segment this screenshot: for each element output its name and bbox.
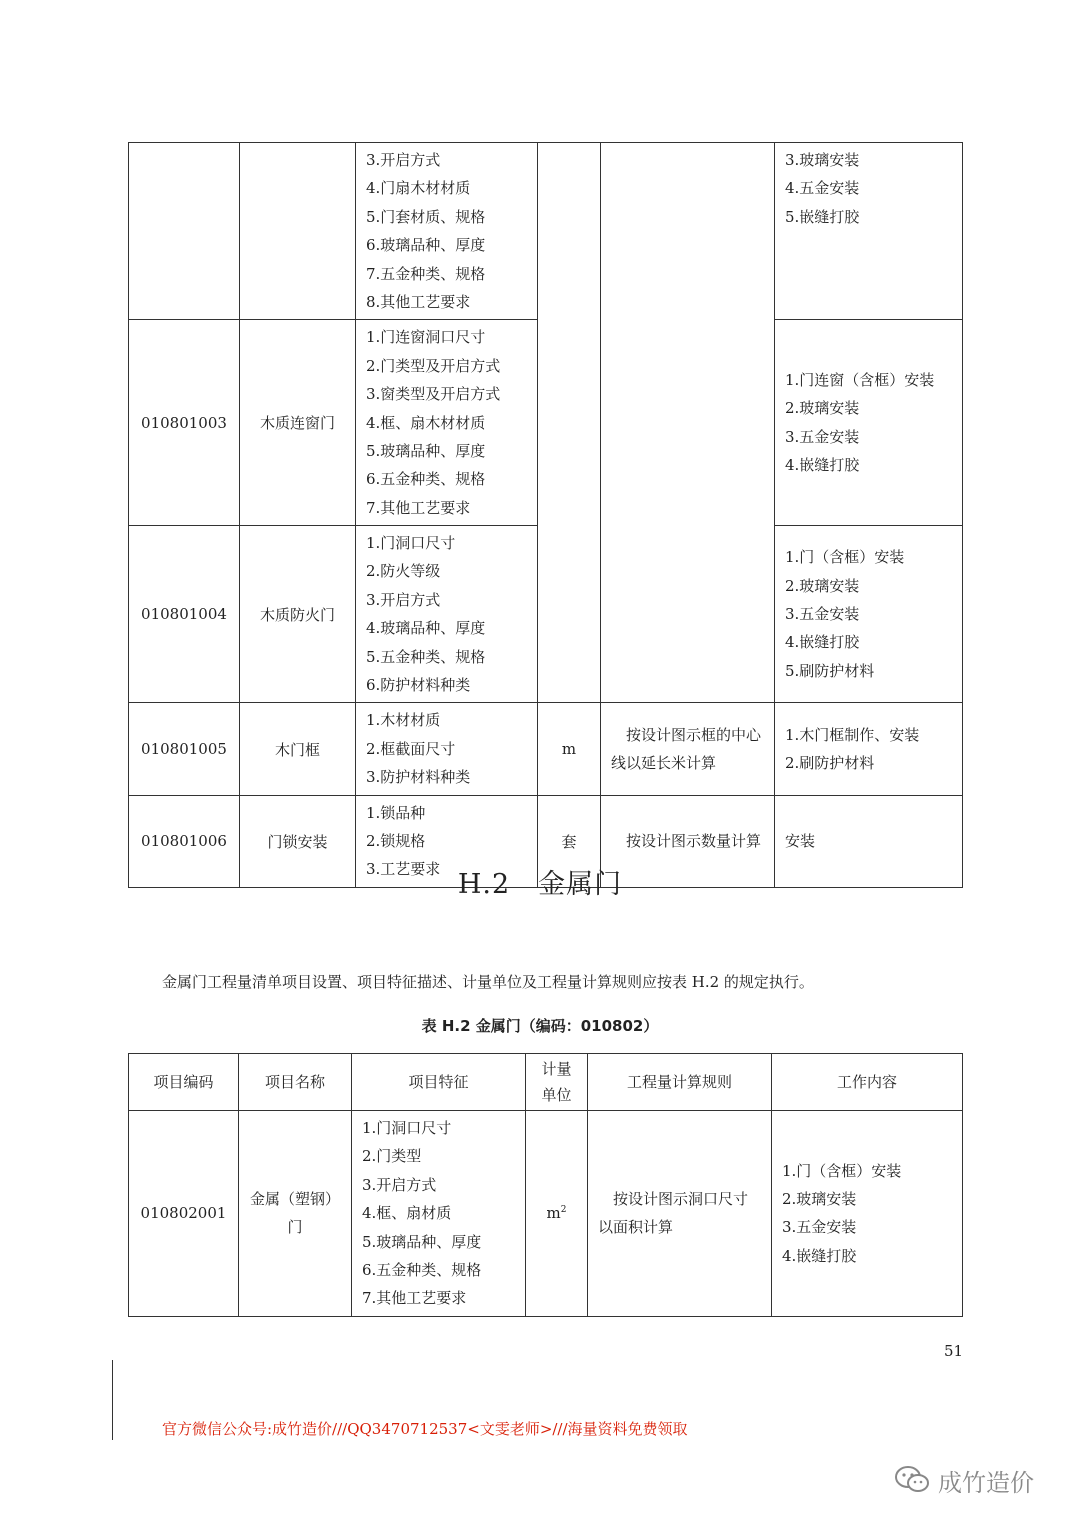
feature-line: 2.门类型: [362, 1147, 422, 1166]
feature-line: 3.工艺要求: [366, 860, 441, 879]
feature-line: 5.玻璃品种、厚度: [362, 1232, 482, 1251]
feature-line: 1.门洞口尺寸: [362, 1119, 452, 1137]
table-caption: 表 H.2 金属门（编码：010802）: [421, 1017, 659, 1035]
watermark: [894, 1462, 1034, 1498]
item-work: [775, 143, 963, 320]
feature-line: 2.门类型及开启方式: [366, 356, 501, 375]
feature-line: 7.五金种类、规格: [366, 264, 486, 283]
feature-line: 2.锁规格: [366, 831, 426, 850]
work-line: 3.五金安装: [785, 427, 860, 446]
item-features: [352, 1111, 526, 1317]
item-code: 010801006: [129, 795, 240, 887]
table-row: [129, 703, 963, 795]
metal-door-table: [128, 1053, 963, 1317]
feature-line: 1.木材材质: [366, 711, 441, 730]
item-code: 010801003: [129, 320, 240, 526]
item-features: [356, 143, 538, 320]
work-line: 3.五金安装: [782, 1218, 857, 1237]
rule-cell-merged: [601, 143, 775, 703]
item-name: [240, 143, 356, 320]
item-code: 010802001: [129, 1111, 239, 1317]
feature-line: 2.防火等级: [366, 562, 441, 581]
item-code: 010801004: [129, 526, 240, 703]
item-features: [356, 320, 538, 526]
work-line: 1.门（含框）安装: [785, 548, 905, 567]
feature-line: 3.防护材料种类: [366, 768, 471, 787]
feature-line: 4.门扇木材材质: [366, 179, 471, 198]
item-work: [775, 703, 963, 795]
work-line: 2.玻璃安装: [782, 1189, 857, 1208]
feature-line: 5.玻璃品种、厚度: [366, 441, 486, 460]
item-rule: 按设计图示数量计算: [601, 795, 775, 887]
work-line: 1.门连窗（含框）安装: [785, 370, 935, 389]
watermark-text: 成竹造价: [938, 1468, 1034, 1497]
unit-cell-merged: [538, 143, 601, 703]
item-unit: m: [538, 703, 601, 795]
table-row: [129, 143, 963, 320]
header-name: 项目名称: [239, 1054, 352, 1111]
item-name: 木质防火门: [240, 526, 356, 703]
work-line: 3.玻璃安装: [785, 151, 860, 169]
feature-line: 1.门连窗洞口尺寸: [366, 328, 486, 347]
work-line: 5.嵌缝打胶: [785, 207, 860, 226]
item-work: [772, 1111, 963, 1317]
feature-line: 7.其他工艺要求: [362, 1289, 467, 1308]
page-number: 51: [944, 1342, 964, 1360]
header-rule: 工程量计算规则: [588, 1054, 772, 1111]
header-work: 工作内容: [772, 1054, 963, 1111]
work-line: 1.木门框制作、安装: [785, 725, 920, 744]
work-line: 4.五金安装: [785, 179, 860, 198]
feature-line: 7.其他工艺要求: [366, 498, 471, 517]
work-line: 2.玻璃安装: [785, 576, 860, 595]
work-line: 2.玻璃安装: [785, 399, 860, 418]
work-line: 4.嵌缝打胶: [785, 456, 860, 475]
work-line: 1.门（含框）安装: [782, 1161, 902, 1180]
item-name: 门锁安装: [240, 795, 356, 887]
feature-line: 6.五金种类、规格: [362, 1260, 482, 1279]
item-name: 木质连窗门: [240, 320, 356, 526]
intro-paragraph: 金属门工程量清单项目设置、项目特征描述、计量单位及工程量计算规则应按表 H.2 的规定执行。: [162, 973, 814, 991]
item-work: [775, 320, 963, 526]
item-code: 010801005: [129, 703, 240, 795]
feature-line: 4.玻璃品种、厚度: [366, 619, 486, 638]
work-line: 4.嵌缝打胶: [785, 633, 860, 652]
table-row: [129, 1111, 963, 1317]
wood-door-table: [128, 142, 963, 888]
item-unit: $m^2$: [526, 1111, 588, 1317]
header-features: 项目特征: [352, 1054, 526, 1111]
item-unit: 套: [538, 795, 601, 887]
item-rule: 按设计图示洞口尺寸以面积计算: [588, 1111, 772, 1317]
feature-line: 2.框截面尺寸: [366, 739, 456, 758]
feature-line: 3.窗类型及开启方式: [366, 385, 501, 404]
table-header-row: [129, 1054, 963, 1111]
feature-line: 3.开启方式: [366, 151, 441, 169]
feature-line: 5.五金种类、规格: [366, 647, 486, 666]
wechat-icon: [894, 1465, 930, 1495]
work-line: 4.嵌缝打胶: [782, 1246, 857, 1265]
work-line: 5.刷防护材料: [785, 661, 875, 680]
item-name: 金属（塑钢）门: [239, 1111, 352, 1317]
item-code: [129, 143, 240, 320]
feature-line: 4.框、扇材质: [362, 1204, 452, 1223]
margin-rule: [112, 1360, 113, 1440]
feature-line: 8.其他工艺要求: [366, 292, 471, 311]
header-code: 项目编码: [129, 1054, 239, 1111]
feature-line: 6.玻璃品种、厚度: [366, 236, 486, 255]
work-line: 3.五金安装: [785, 605, 860, 624]
feature-line: 1.门洞口尺寸: [366, 534, 456, 553]
feature-line: 6.防护材料种类: [366, 676, 471, 695]
work-line: 安装: [785, 831, 816, 850]
feature-line: 3.开启方式: [366, 590, 441, 609]
feature-line: 3.开启方式: [362, 1175, 437, 1194]
work-line: 2.刷防护材料: [785, 754, 875, 772]
promo-link[interactable]: 官方微信公众号:成竹造价///QQ3470712537<文雯老师>///海量资料免费领取: [162, 1420, 688, 1438]
section-heading: H.2 金属门: [457, 869, 623, 900]
header-unit: 计量 单位: [526, 1054, 588, 1111]
item-features: [356, 703, 538, 795]
feature-line: 6.五金种类、规格: [366, 470, 486, 489]
item-work: [775, 526, 963, 703]
item-features: [356, 526, 538, 703]
feature-line: 1.锁品种: [366, 803, 426, 822]
feature-line: 5.门套材质、规格: [366, 207, 486, 226]
feature-line: 4.框、扇木材材质: [366, 413, 486, 432]
item-rule: 按设计图示框的中心线以延长米计算: [601, 703, 775, 795]
item-name: 木门框: [240, 703, 356, 795]
